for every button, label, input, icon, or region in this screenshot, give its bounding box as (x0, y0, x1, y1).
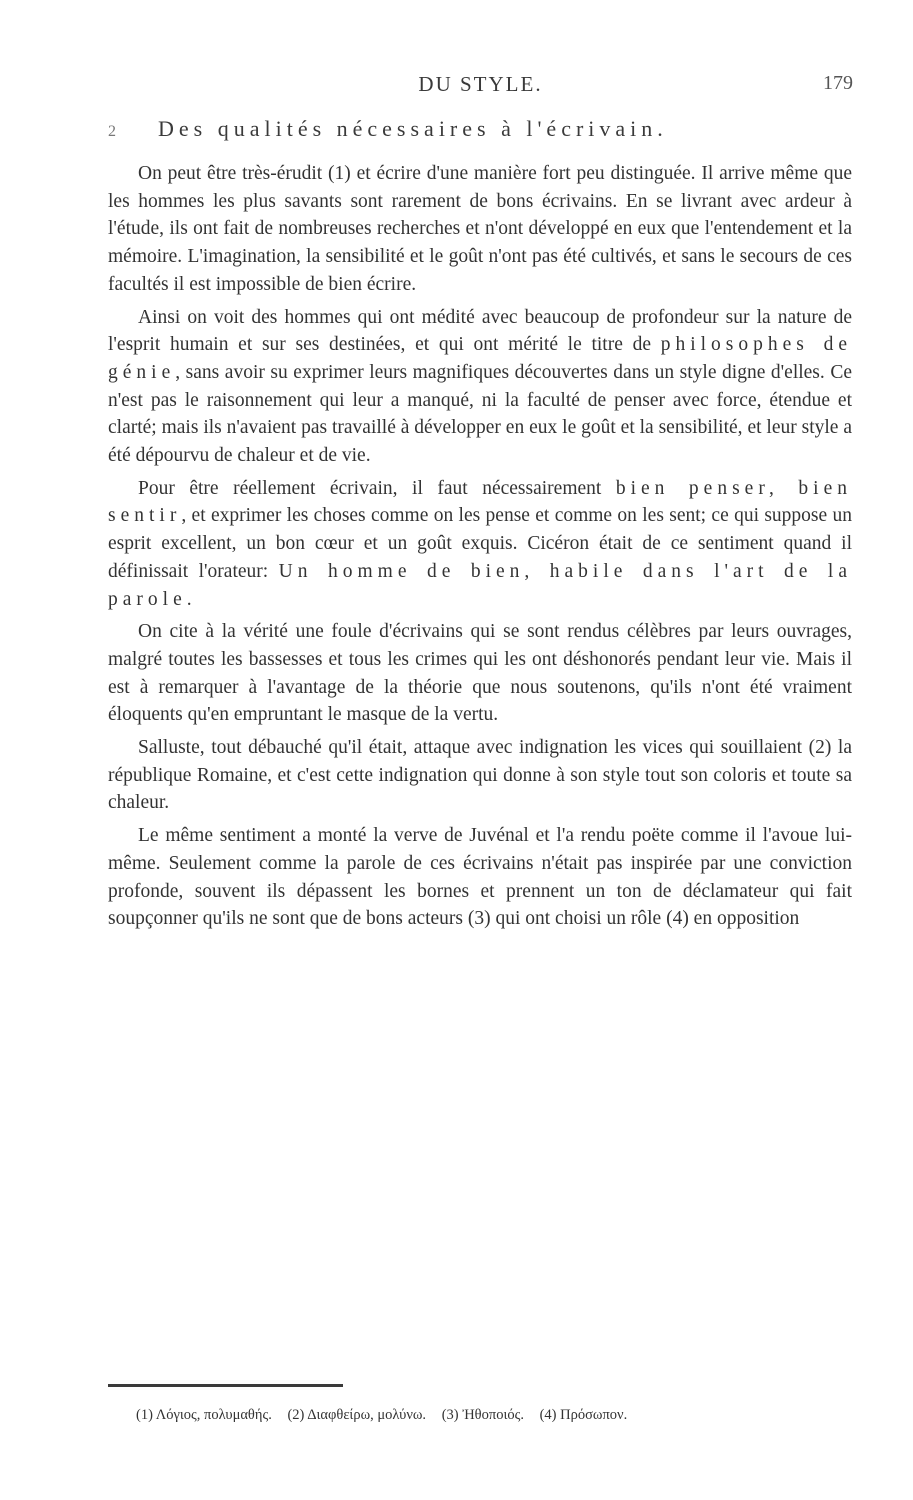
page-number: 179 (823, 72, 853, 94)
footnote-line (108, 1405, 852, 1426)
footnote-4: (4) Πρόσωπον. (539, 1407, 628, 1423)
section-number: 2 (108, 123, 116, 140)
paragraph-3-emphasis-b: Un homme de bien, habile dans l'art de la parole. (108, 560, 852, 610)
paragraph-3-emphasis-a: bien penser, bien sentir (108, 477, 852, 527)
section-heading (108, 116, 853, 142)
paragraph-5 (108, 734, 852, 817)
footnote-1: (1) Λόγιος, πολυμαθής. (136, 1407, 272, 1423)
footnote-2: (2) Διαφθείρω, μολύνω. (287, 1407, 427, 1423)
paragraph-3 (108, 475, 852, 614)
footnote-3: (3) Ἠθοποιός. (441, 1407, 524, 1423)
paragraph-2-text-b: , sans avoir su exprimer leurs magnifiques découvertes dans un style digne d'elles. Ce n'est pas le raisonnement qui leur a manqué, ni la faculté de penser avec force, étendue et clarté; mais ils n'avaient pas travaillé à développer en eux le goût et la sensibilité, et leur style a été dépourvu de chaleur et de vie. (108, 361, 852, 467)
paragraph-6 (108, 822, 852, 933)
paragraph-2-text-a: Ainsi on voit des hommes qui ont médité avec beaucoup de profondeur sur la nature de l'esprit humain et sur ses destinées, et qui ont mérité le titre de (108, 306, 852, 356)
paragraph-1-text: On peut être très-érudit (1) et écrire d'une manière fort peu distinguée. Il arrive même que les hommes les plus savants sont rarement de bons écrivains. En se livrant avec ardeur à l'étude, ils ont fait de nombreuses recherches et n'ont développé en eux que l'entendement et la mémoire. L'imagination, la sensibilité et le goût n'ont pas été cultivés, et sans le secours de ces facultés il est impossible de bien écrire. (108, 163, 852, 295)
footnotes (108, 1405, 852, 1426)
paragraph-6-text: Le même sentiment a monté la verve de Juvénal et l'a rendu poëte comme il l'avoue lui-même. Seulement comme la parole de ces écrivains n'était pas inspirée par une conviction profonde, souvent ils dépassent les bornes et prennent un ton de déclamateur qui fait soupçonner qu'ils ne sont que de bons acteurs (3) qui ont choisi un rôle (4) en opposition (108, 825, 852, 930)
paragraph-5-text: Salluste, tout débauché qu'il était, attaque avec indignation les vices qui souillaient (2) la république Romaine, et c'est cette indignation qui donne à son style tout son coloris et toute sa chaleur. (108, 737, 852, 814)
paragraph-4-text: On cite à la vérité une foule d'écrivains qui se sont rendus célèbres par leurs ouvrages, malgré toutes les bassesses et tous les crimes qui les ont déshonorés pendant leur vie. Mais il est à remarquer à l'avantage de la théorie que nous soutenons, qu'ils n'ont été vraiment éloquents qu'en empruntant le masque de la vertu. (108, 621, 852, 726)
paragraph-1 (108, 160, 852, 299)
paragraph-3-text-a: Pour être réellement écrivain, il faut nécessairement (138, 477, 616, 499)
body-text (108, 160, 852, 938)
running-title: DU STYLE. (418, 72, 543, 96)
section-title: Des qualités nécessaires à l'écrivain. (158, 116, 668, 141)
paragraph-4 (108, 618, 852, 729)
paragraph-3-text-b: , et exprimer les choses comme on les pense et comme on les sent; ce qui suppose un esprit excellent, un bon cœur et un goût exquis. Cicéron était de ce sentiment quand il définissait l'orateur: (108, 505, 852, 582)
footnote-rule (108, 1384, 343, 1387)
page-header (108, 72, 853, 102)
paragraph-2-emphasis: philosophes de génie (108, 334, 852, 383)
paragraph-2 (108, 304, 852, 470)
